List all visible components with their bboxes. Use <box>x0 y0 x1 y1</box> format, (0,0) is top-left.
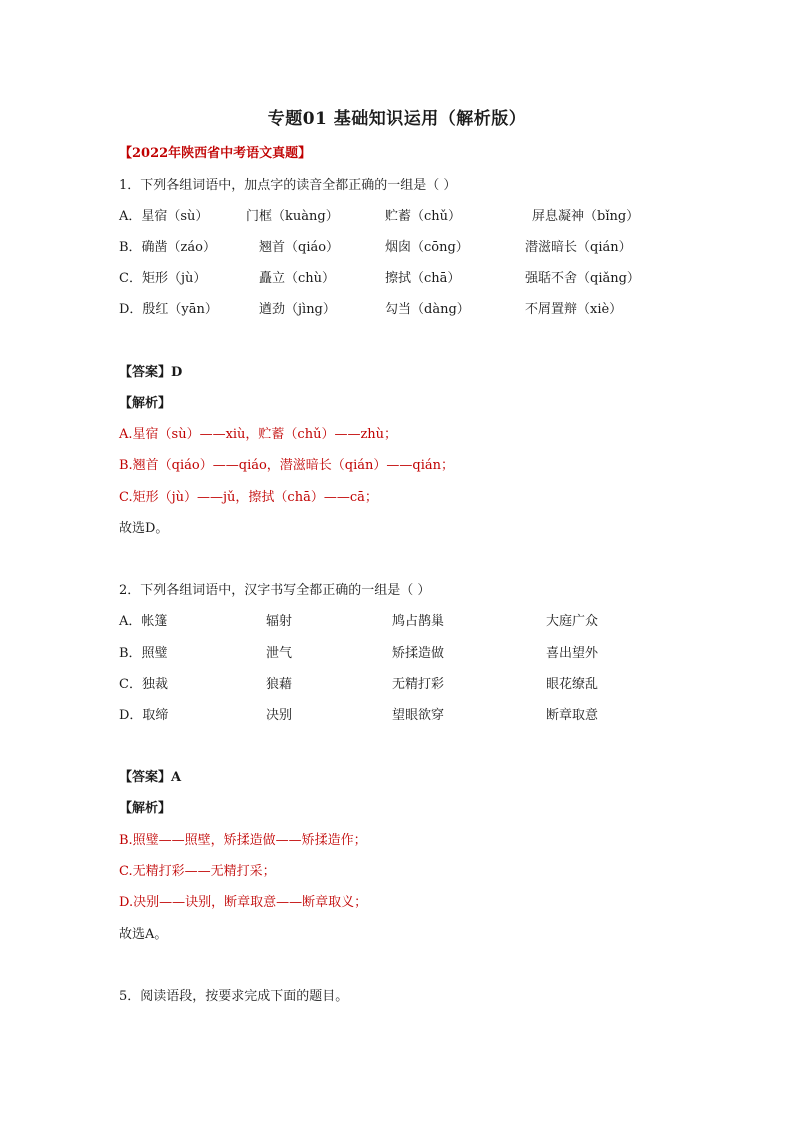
question-5-stem: 5．阅读语段，按要求完成下面的题目。 <box>119 989 349 1004</box>
question-2-analysis-label: 【解析】 <box>119 801 172 816</box>
document-page: 专题01 基础知识运用（解析版） 【2022年陕西省中考语文真题】 1．下列各组词语中，加点字的读音全都正确的一组是（ ） A．星宿（sù） 门框（kuàng） 贮蓄（chǔ） 屏息凝神（bǐng） B．确凿（záo） 翘首（qiáo） 烟囱（cōng） 潜滋暗长（qián） C．矩形（jù） 矗立（chù） 擦拭（chā） 强聒不舍（qiǎng） D．殷红（yān） 遒劲（jìng） 勾当（dàng） 不屑置辩（xiè） 【答案】D 【解析】 A.星宿（sù）——xiù，贮蓄（chǔ）——zhù； B.翘首（qiáo）——qiáo，潜滋暗长（qián）——qián； C.矩形（jù）——jǔ，擦拭（chā）——cā； 故选D。 2．下列各组词语中，汉字书写全都正确的一组是（ ） A．帐篷 辐射 鸠占鹊巢 大庭广众 B．照璧 泄气 矫揉造做 喜出望外 C．独裁 狼藉 无精打彩 眼花缭乱 D．取缔 决别 望眼欲穿 断章取意 【答案】A 【解析】 B.照璧——照壁，矫揉造做——矫揉造作； C.无精打彩——无精打采； D.决别——诀别，断章取意——断章取义； 故选A。 5．阅读语段，按要求完成下面的题目。 <box>0 0 794 1123</box>
page-title: 专题01 基础知识运用（解析版） <box>267 109 527 129</box>
question-1-analysis-line: A.星宿（sù）——xiù，贮蓄（chǔ）——zhù； <box>119 427 398 442</box>
source-label: 【2022年陕西省中考语文真题】 <box>119 146 312 161</box>
question-2-analysis-line: D.决别——诀别，断章取意——断章取义； <box>119 895 368 910</box>
question-1-analysis-label: 【解析】 <box>119 396 172 411</box>
question-1-answer: 【答案】D <box>119 365 183 380</box>
question-1-conclusion: 故选D。 <box>119 521 169 536</box>
question-2-analysis-line: B.照璧——照壁，矫揉造做——矫揉造作； <box>119 833 367 848</box>
question-2-stem: 2．下列各组词语中，汉字书写全都正确的一组是（ ） <box>119 583 431 598</box>
question-2-conclusion: 故选A。 <box>119 927 168 942</box>
question-1-stem: 1．下列各组词语中，加点字的读音全都正确的一组是（ ） <box>119 178 457 193</box>
question-1-analysis-line: C.矩形（jù）——jǔ，擦拭（chā）——cā； <box>119 490 378 505</box>
question-2-analysis-line: C.无精打彩——无精打采； <box>119 864 276 879</box>
question-1-analysis-line: B.翘首（qiáo）——qiáo，潜滋暗长（qián）——qián； <box>119 458 455 473</box>
question-2-answer: 【答案】A <box>119 770 182 785</box>
